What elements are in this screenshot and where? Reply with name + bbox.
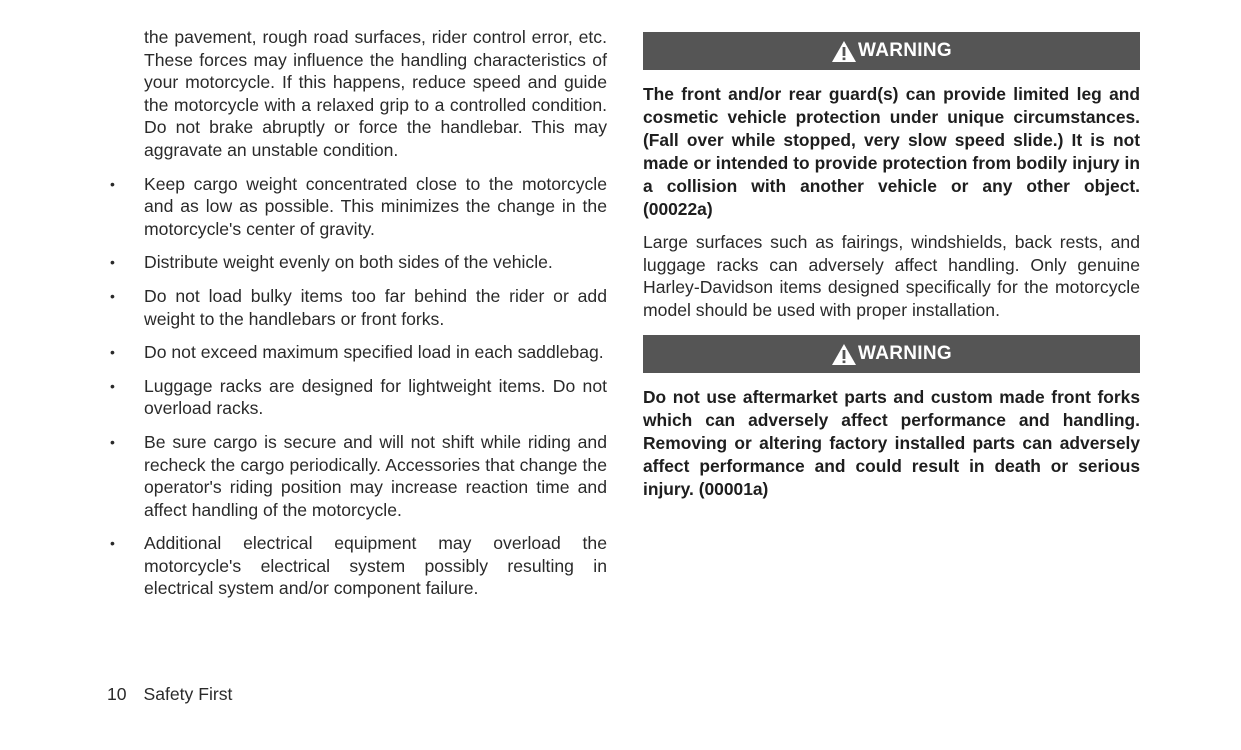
list-item: • Do not load bulky items too far behind the rider or add weight to the handlebars or front forks. [110, 285, 607, 329]
warning-label: WARNING [858, 343, 952, 365]
bullet-dot: • [110, 535, 115, 552]
bullet-dot: • [110, 287, 115, 304]
left-column [107, 26, 607, 600]
bullet-dot: • [110, 377, 115, 394]
bullet-dot: • [110, 344, 115, 361]
list-item: • Do not exceed maximum specified load in each saddlebag. [110, 342, 604, 363]
warning-text: The front and/or rear guard(s) can provide limited leg and cosmetic vehicle protection under unique circumstances. (Fall over while stopped, very slow speed slide.) It is not made or intended to provide protection from bodily injury in a collision with another vehicle or any other object. (00022a) [643, 84, 1140, 219]
warning-label: WARNING [858, 39, 952, 61]
bullet-dot: • [110, 254, 115, 271]
section-title: Safety First [143, 684, 233, 704]
list-item: • Luggage racks are designed for lightweight items. Do not overload racks. [110, 375, 607, 419]
bullet-dot: • [110, 433, 115, 450]
bullet-dot: • [110, 175, 115, 192]
warning-banner [643, 335, 1140, 373]
warning-triangle-icon [831, 343, 857, 366]
list-item: • Be sure cargo is secure and will not shift while riding and recheck the cargo periodically. Accessories that change the operator's riding position may increase reaction time and affect handling of the motorcycle. [110, 431, 607, 520]
warning-banner [643, 32, 1140, 70]
warning-text: Do not use aftermarket parts and custom made front forks which can adversely affect performance and handling. Removing or altering factory installed parts can adversely affect performance and could result in death or serious injury. (00001a) [643, 387, 1140, 500]
warning-triangle-icon [831, 40, 857, 63]
list-item: • Additional electrical equipment may overload the motorcycle's electrical system possibly resulting in electrical system and/or component failure. [110, 533, 607, 599]
list-item: • Keep cargo weight concentrated close to the motorcycle and as low as possible. This minimizes the change in the motorcycle's center of gravity. [110, 173, 607, 239]
intro-paragraph: the pavement, rough road surfaces, rider control error, etc. These forces may influence the handling characteristics of your motorcycle. If this happens, reduce speed and guide the motorcycle with a relaxed grip to a controlled condition. Do not brake abruptly or force the handlebar. This may aggravate an unstable condition. [144, 27, 607, 160]
list-item: • Distribute weight evenly on both sides of the vehicle. [110, 252, 553, 273]
body-paragraph: Large surfaces such as fairings, windshields, back rests, and luggage racks can adversely affect handling. Only genuine Harley-Davidson items designed specifically for the motorcycle model should be used with proper installation. [643, 232, 1140, 320]
right-column [643, 32, 1140, 501]
page-number: 10 [107, 684, 127, 704]
page-footer [107, 684, 232, 705]
bullet-list [107, 173, 607, 601]
